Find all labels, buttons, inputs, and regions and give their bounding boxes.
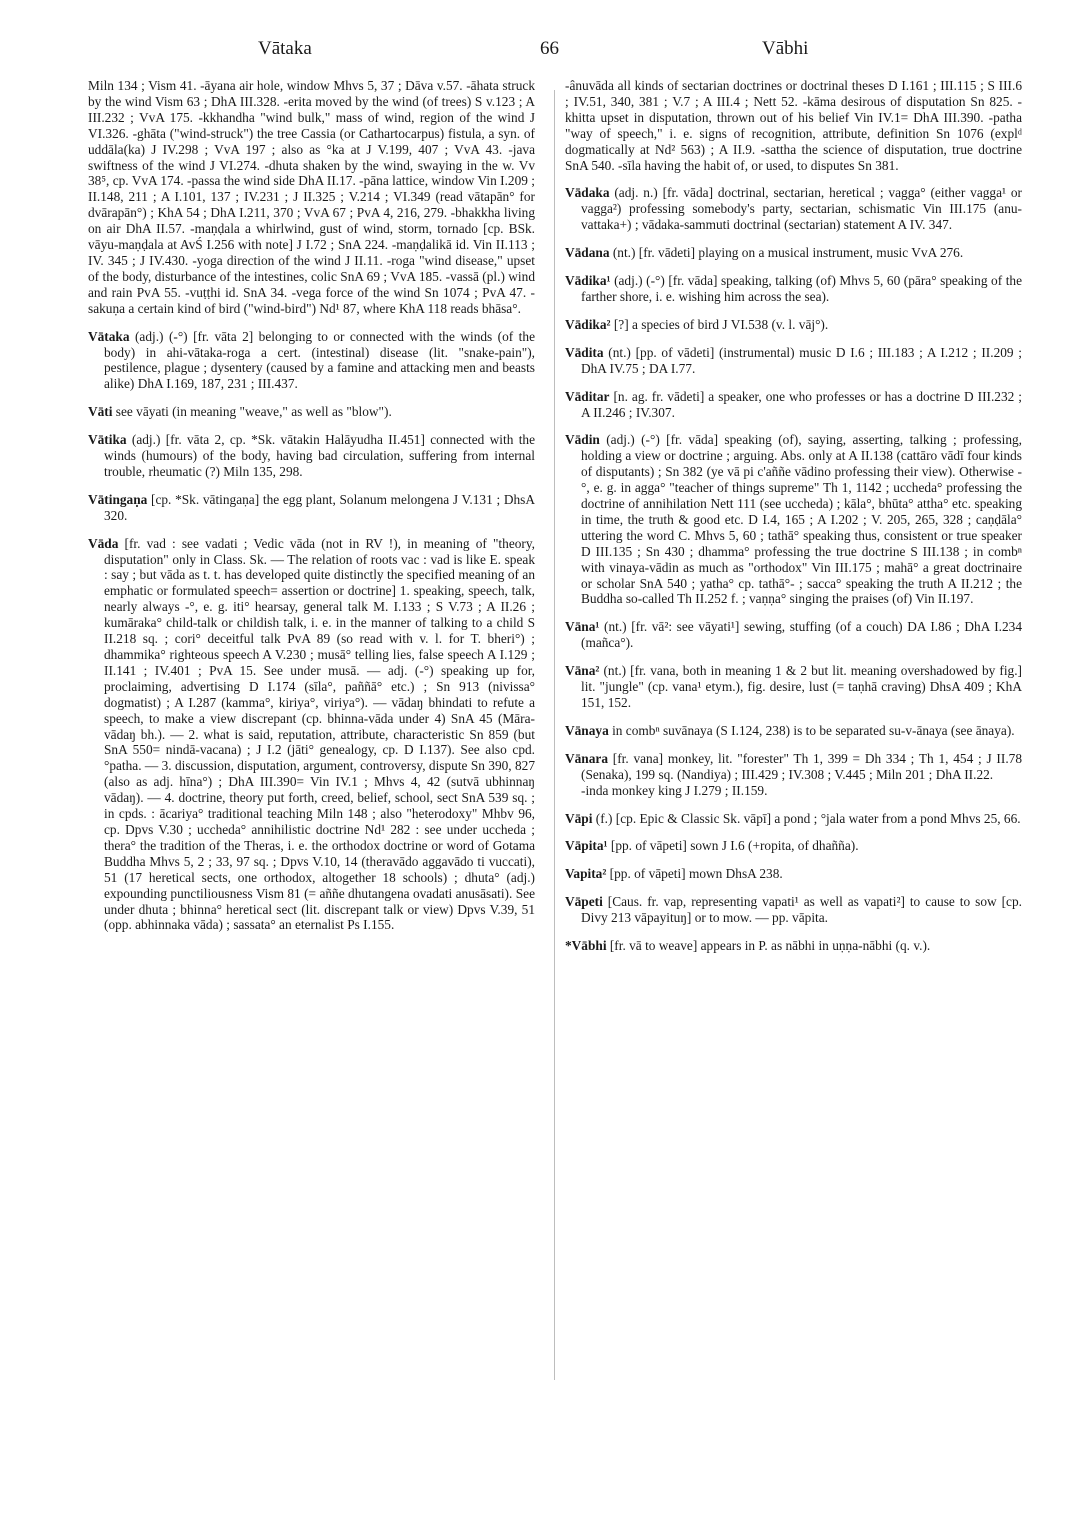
running-header — [0, 38, 1073, 64]
entry-text: (adj.) (-°) [fr. vāda] speaking, talking (of) Mhvs 5, 60 (pāra° speaking of the farther shore, i. e. wishing him across the sea). — [581, 273, 1022, 304]
entry-text: [?] a species of bird J VI.538 (v. l. vāj°). — [610, 316, 829, 332]
dictionary-entry — [565, 273, 1022, 305]
entry-text: (adj.) [fr. vāta 2, cp. *Sk. vātakin Halāyudha II.451] connected with the winds (humours) of the body, having bad circulation, suffering from internal trouble, rheumatic (?) Miln 135, 298. — [104, 432, 535, 479]
entry-text: [pp. of vāpeti] sown J I.6 (+ropita, of dhañña). — [607, 838, 859, 854]
dictionary-entry — [565, 78, 1022, 173]
entry-headword: Vānara — [565, 750, 608, 766]
header-right-headword: Vābhi — [762, 38, 809, 59]
entry-headword: Vāpeti — [565, 894, 603, 910]
dictionary-entry — [88, 78, 535, 317]
dictionary-entry — [565, 185, 1022, 233]
dictionary-entry — [88, 492, 535, 524]
entry-text: [fr. vā to weave] appears in P. as nābhi in uṇṇa-nābhi (q. v.). — [606, 938, 931, 954]
entry-text: [fr. vad : see vadati ; Vedic vāda (not in RV !), in meaning of "theory, disputation" only in Class. Sk. — The relation of roots vac : vad is like E. speak : say ; but vāda as t. t. has developed quite distinctly the specified meaning of an emphatic or formulated speech= assertion or doctrine] 1. speaking, speech, talk, nearly always -°, e. g. iti° hearsay, general talk M. I.133 ; S V.73 ; A II.26 ; kumāraka° child-talk or childish talk, i. e. in the manner of talking to a child S II.218 sq. ; cori° deceitful talk PvA 89 (so read with v. l. for T. bheri°) ; dhammika° righteous speech A V.230 ; musā° telling lies, false speech A I.129 ; II.141 ; IV.401 ; PvA 15. See under musā. — adj. (-°) speaking up for, proclaiming, advertising D I.174 (sīla°, paññā° etc.) ; Sn 913 (nivissa° dogmatist) ; A I.287 (kamma°, kiriya°, viriya°). — vādaŋ bhindati to refute a speech, to make a view discrepant (cp. bhinna-vāda under 4) SnA 45 (Māra-vādaŋ bh.). — 2. what is said, reputation, attribute, characteristic Sn 859 (but SnA 550= nindā-vacana) ; J I.2 (jāti° genealogy, cp. D I.137). See also cpd. °patha. — 3. discussion, disputation, argument, controversy, dispute Sn 390, 827 (also as adj. hīna°) ; DhA III.390= Vin IV.1 ; Mhvs 4, 42 (sutvā ubhinnaŋ vādaŋ). — 4. doctrine, theory put forth, creed, belief, school, sect SnA 539 sq. ; in cpds. : ācariya° traditional teaching Miln 148 ; also "heterodoxy" Mhbv 96, cp. Dpvs V.30 ; uccheda° annihilistic doctrine Nd¹ 282 : see under uccheda ; thera° the tradition of the Theras, i. e. the orthodox doctrine or word of Gotama Buddha Mhvs 5, 2 ; 33, 97 sq. ; Dpvs V.10, 14 (theravādo aggavādo ti vuccati), 51 (17 heretical sects, one orthodox, altogether 18 schools) ; dhuta° (adj.) expounding punctiliousness Vism 81 (= aññe dhutangena ovadati anusāsati). See under dhuta ; bhinna° heretical sect (lit. discrepant talk or view) Dpvs V.39, 51 (opp. abhinnaka vāda) ; sassata° an eternalist Ps I.155. — [104, 535, 535, 933]
entry-headword: Vapita² — [565, 866, 607, 882]
entry-headword: Vāda — [88, 535, 119, 551]
entry-text: (adj. n.) [fr. vāda] doctrinal, sectarian, heretical ; vagga° (either vagga¹ or vagga²) professing somebody's party, sectarian, schismatic Vin III.175 (anu-vattaka+) ; vādaka-sammuti doctrinal (sectarian) statement A IV. 347. — [581, 185, 1022, 233]
entry-text: (adj.) (-°) [fr. vāta 2] belonging to or connected with the winds (of the body) in ahi-vātaka-roga a cert. (intestinal) disease (lit. "snake-pain"), pestilence, plague ; dysentery (caused by a famine and attacking men and beasts alike) DhA I.169, 187, 231 ; III.437. — [104, 328, 535, 392]
entry-headword: Vātingaṇa — [88, 491, 148, 507]
dictionary-entry — [565, 894, 1022, 926]
dictionary-entry — [565, 389, 1022, 421]
entry-headword: *Vābhi — [565, 938, 607, 954]
entry-headword: Vāti — [88, 404, 113, 420]
entry-headword: Vādin — [565, 432, 600, 448]
left-column — [88, 78, 535, 945]
entry-text: [Caus. fr. vap, representing vapati¹ as well as vapati²] to cause to sow [cp. Divy 213 vāpayituŋ] or to mow. — pp. vāpita. — [581, 894, 1022, 926]
entry-headword: Vātika — [88, 432, 127, 448]
dictionary-entry — [565, 866, 1022, 882]
entry-text: Miln 134 ; Vism 41. -āyana air hole, window Mhvs 5, 37 ; Dāva v.57. -āhata struck by the wind Vism 63 ; DhA III.328. -erita moved by the wind (of trees) S v.123 ; A III.232 ; VvA 175. -kkhandha "wind bulk," mass of wind, region of the wind J VI.326. -ghāta ("wind-struck") the tree Cassia (or Cathartocarpus) fistula, a syn. of uddāla(ka) J IV.298 ; VvA 197 ; also as °ka at J V.199, 407 ; VvA 43. -java swiftness of the wind J VI.274. -dhuta shaken by the wind, swaying in the w. Vv 38⁵, cp. VvA 174. -passa the wind side DhA II.17. -pāna lattice, window Vin I.209 ; II.148, 211 ; A I.101, 137 ; IV.231 ; J II.325 ; V.214 ; VI.349 (read vātapān° for dvārapān°) ; KhA 54 ; DhA I.211, 370 ; VvA 67 ; PvA 4, 216, 279. -bhakkha living on air DhA II.57. -maṇḍala a whirlwind, gust of wind, storm, tornado [cp. BSk. vāyu-maṇḍala at AvŚ I.256 with note] J I.72 ; SnA 224. -maṇḍalikā id. Vin II.113 ; IV. 345 ; J IV.430. -yoga direction of the wind J II.11. -roga "wind disease," upset of the body, disturbance of the intestines, colic SnA 69 ; VvA 185. -vassā (pl.) wind and rain PvA 55. -vuṭṭhi id. SnA 34. -vega force of the wind Sn 1074 ; PvA 47. -sakuṇa a certain kind of bird ("wind-bird") Nd¹ 87, where KhA 118 reads bhāsa°. — [88, 78, 535, 316]
entry-text: (f.) [cp. Epic & Classic Sk. vāpī] a pond ; °jala water from a pond Mhvs 25, 66. — [592, 810, 1021, 826]
dictionary-entry — [565, 811, 1022, 827]
entry-text: see vāyati (in meaning "weave," as well as "blow"). — [112, 404, 392, 420]
entry-headword: Vāna² — [565, 663, 600, 679]
dictionary-entry — [88, 432, 535, 480]
entry-headword: Vādika² — [565, 316, 611, 332]
entry-headword: Vādika¹ — [565, 273, 611, 289]
entry-headword: Vātaka — [88, 328, 130, 344]
entry-text: [cp. *Sk. vātingaṇa] the egg plant, Solanum melongena J V.131 ; DhsA 320. — [104, 491, 535, 523]
entry-text: [pp. of vāpeti] mown DhsA 238. — [606, 866, 783, 882]
entry-headword: Vāpi — [565, 810, 593, 826]
dictionary-entry — [565, 723, 1022, 739]
right-column — [565, 78, 1022, 966]
entry-text: (adj.) (-°) [fr. vāda] speaking (of), saying, asserting, talking ; professing, holding a view or doctrine ; arguing. Abs. only at A II.138 (cattāro vādī four kinds of disputants) ; Sn 382 (ye vā pi c'aññe vādino professing their view). Otherwise -°, e. g. in agga° "teacher of things supreme" Th 1, 1142 ; uccheda° professing the doctrine of annihilation Nett 111 (see uccheda) ; kāla°, bhūta° attha° etc. speaking in time, the truth & good etc. D I.4, 165 ; A I.202 ; V. 205, 265, 328 ; caṇḍāla° uttering the word C. Mhvs 5, 60 ; tathā° speaking thus, consistent or true speaker D III.135 ; Sn 430 ; dhamma° professing the true doctrine S III.138 ; in combⁿ with vinaya-vādin as much as "orthodox" Vin III.175 ; mahā° a great doctrinaire or scholar SnA 540 ; yatha° cp. tathā°- ; sacca° speaking the truth A II.212 ; the Buddha so-called Th II.252 f. ; vaṇṇa° singing the praises (of) Vin II.197. — [581, 432, 1022, 607]
page-number: 66 — [540, 38, 559, 59]
dictionary-entry — [88, 536, 535, 934]
entry-headword: Vādaka — [565, 185, 610, 201]
entry-text: (nt.) [pp. of vādeti] (instrumental) music D I.6 ; III.183 ; A I.212 ; II.209 ; DhA IV.75 ; DA I.77. — [581, 344, 1022, 376]
entry-text: in combⁿ suvānaya (S I.124, 238) is to be separated su-v-ānaya (see ānaya). — [608, 722, 1015, 738]
dictionary-entry — [565, 619, 1022, 651]
entry-text: -ânuvāda all kinds of sectarian doctrines or doctrinal theses D I.161 ; III.115 ; S III.6 ; IV.51, 340, 381 ; V.7 ; A III.4 ; Nett 52. -kāma desirous of disputation Sn 825. -khitta upset in disputation, thrown out of his belief Vin IV.1= DhA III.390. -patha "way of speech," i. e. signs of recognition, attribute, definition Sn 1076 (explᵈ dogmatically at Nd² 563) ; A II.9. -sattha the science of disputation, true doctrine SnA 540. -sīla having the habit of, or used, to disputes Sn 381. — [565, 78, 1022, 173]
dictionary-entry — [565, 345, 1022, 377]
entry-text: (nt.) [fr. vādeti] playing on a musical instrument, music VvA 276. — [609, 245, 964, 261]
entry-headword: Vānaya — [565, 722, 609, 738]
dictionary-entry — [88, 329, 535, 393]
entry-text: (nt.) [fr. vā²: see vāyati¹] sewing, stuffing (of a couch) DA I.86 ; DhA I.234 (mañca°). — [581, 619, 1022, 651]
entry-headword: Vādana — [565, 245, 610, 261]
dictionary-entry — [565, 317, 1022, 333]
entry-text: (nt.) [fr. vana, both in meaning 1 & 2 but lit. meaning overshadowed by fig.] lit. "jungle" (cp. vana¹ etym.), fig. desire, lust (= taṇhā craving) DhsA 409 ; KhA 151, 152. — [581, 663, 1022, 710]
column-divider — [554, 90, 555, 1380]
entry-headword: Vāpita¹ — [565, 838, 608, 854]
header-left-headword: Vātaka — [258, 38, 312, 59]
entry-text: [fr. vana] monkey, lit. "forester" Th 1, 399 = Dh 334 ; Th 1, 454 ; J II.78 (Senaka), 199 sq. (Nandiya) ; III.429 ; IV.308 ; V.445 ; Miln 201 ; DhA II.22. — [581, 750, 1022, 782]
entry-text: [n. ag. fr. vādeti] a speaker, one who professes or has a doctrine D III.232 ; A II.246 ; IV.307. — [581, 388, 1022, 420]
entry-subentry: -inda monkey king J I.279 ; II.159. — [581, 782, 768, 798]
dictionary-entry — [565, 751, 1022, 783]
dictionary-entry — [565, 838, 1022, 854]
entry-headword: Vāditar — [565, 388, 610, 404]
dictionary-entry — [88, 404, 535, 420]
entry-headword: Vāna¹ — [565, 619, 600, 635]
dictionary-entry — [565, 432, 1022, 607]
dictionary-entry — [565, 938, 1022, 954]
entry-headword: Vādita — [565, 344, 604, 360]
dictionary-entry — [565, 663, 1022, 711]
dictionary-entry — [565, 245, 1022, 261]
